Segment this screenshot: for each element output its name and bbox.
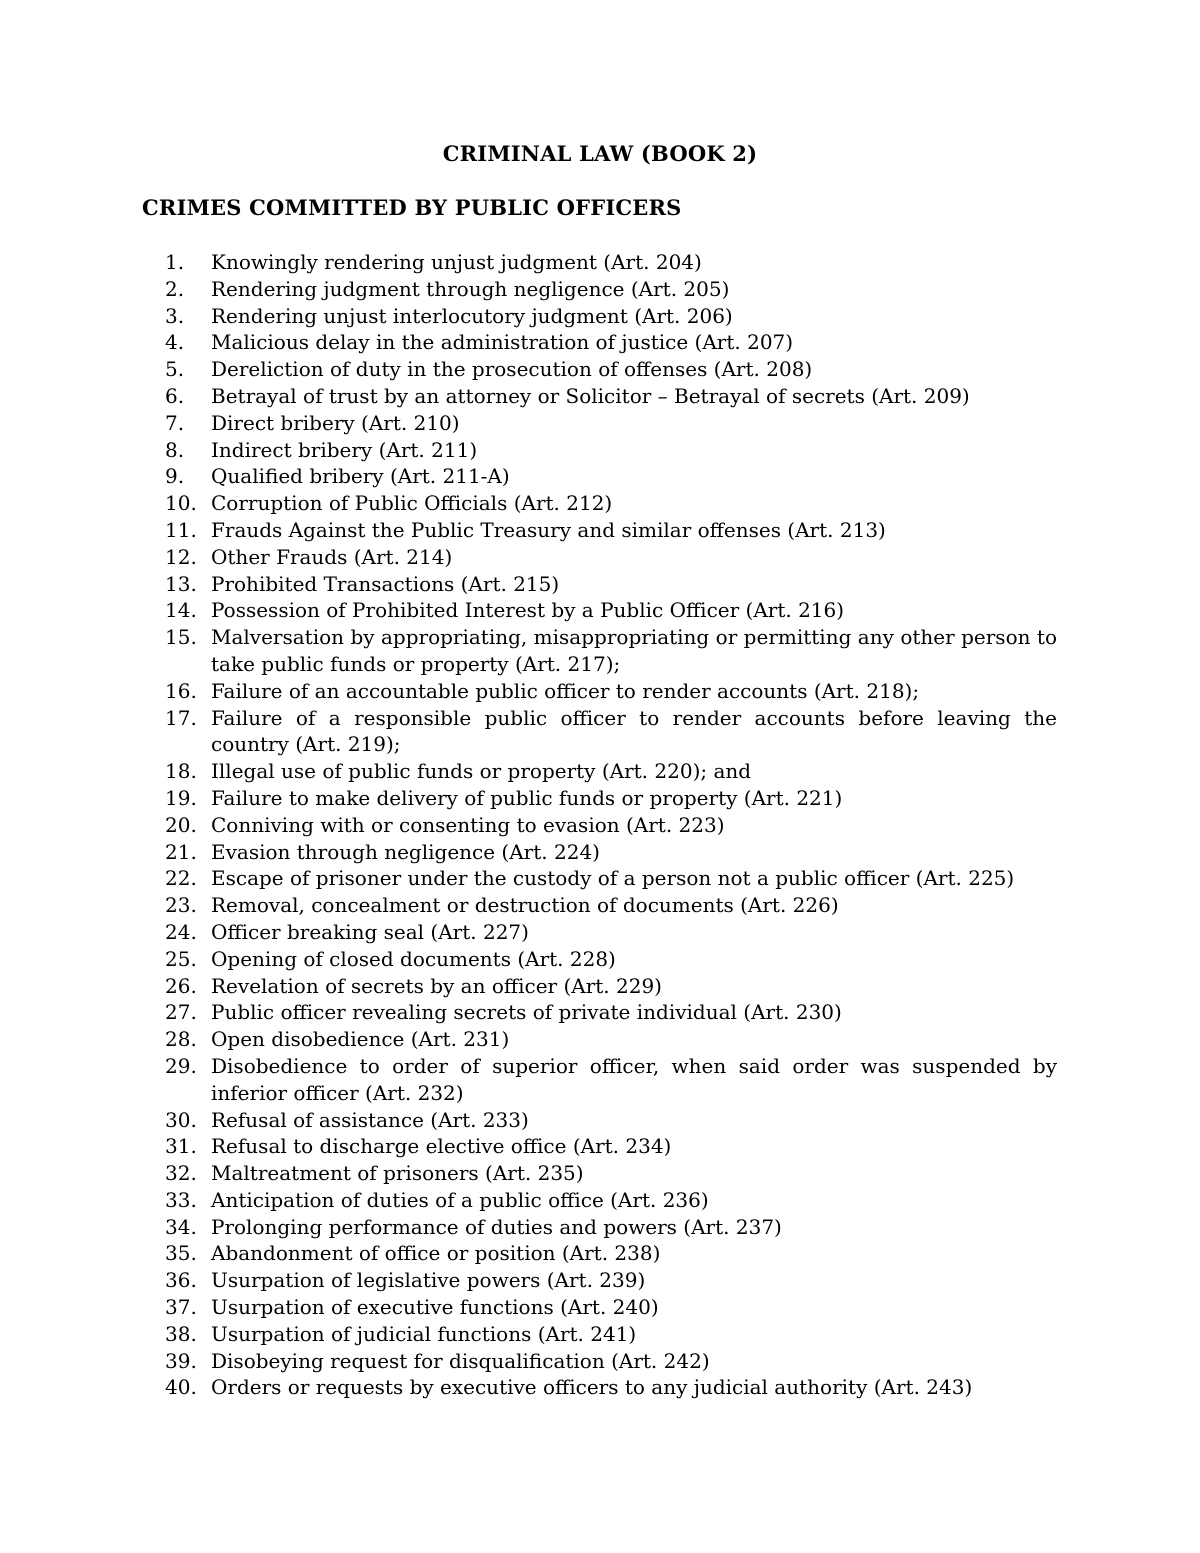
list-item-number: 29. xyxy=(165,1053,197,1078)
list-item-text: Failure of a responsible public officer to render accounts before leaving the country (Art. 219); xyxy=(211,705,1057,757)
list-item xyxy=(165,1374,1057,1401)
list-item-text: Corruption of Public Officials (Art. 212) xyxy=(211,491,613,516)
list-item xyxy=(165,785,1057,812)
list-item-number: 27. xyxy=(165,1000,197,1025)
list-item-number: 35. xyxy=(165,1241,197,1266)
list-item-text: Failure to make delivery of public funds or property (Art. 221) xyxy=(211,785,843,810)
list-item-number: 4. xyxy=(165,330,185,355)
list-item xyxy=(165,624,1057,678)
list-item-text: Orders or requests by executive officers to any judicial authority (Art. 243) xyxy=(211,1375,973,1400)
list-item xyxy=(165,517,1057,544)
list-item-text: Conniving with or consenting to evasion (Art. 223) xyxy=(211,812,725,837)
list-item-text: Other Frauds (Art. 214) xyxy=(211,544,453,569)
list-item-text: Refusal to discharge elective office (Art. 234) xyxy=(211,1134,672,1159)
list-item xyxy=(165,276,1057,303)
list-item-number: 30. xyxy=(165,1107,197,1132)
list-item-text: Abandonment of office or position (Art. 238) xyxy=(211,1241,661,1266)
list-item-number: 32. xyxy=(165,1161,197,1186)
list-item-text: Escape of prisoner under the custody of a person not a public officer (Art. 225) xyxy=(211,866,1015,891)
list-item xyxy=(165,999,1057,1026)
list-item-number: 9. xyxy=(165,464,185,489)
list-item xyxy=(165,1107,1057,1134)
list-item-text: Refusal of assistance (Art. 233) xyxy=(211,1107,529,1132)
list-item-number: 3. xyxy=(165,303,185,328)
list-item-text: Qualified bribery (Art. 211-A) xyxy=(211,464,510,489)
list-item xyxy=(165,544,1057,571)
list-item xyxy=(165,329,1057,356)
list-item-number: 36. xyxy=(165,1268,197,1293)
list-item xyxy=(165,1026,1057,1053)
list-item-number: 18. xyxy=(165,759,197,784)
list-item-number: 1. xyxy=(165,250,185,274)
list-item xyxy=(165,865,1057,892)
list-item-number: 17. xyxy=(165,705,197,730)
list-item xyxy=(165,946,1057,973)
list-item-number: 22. xyxy=(165,866,197,891)
list-item xyxy=(165,812,1057,839)
document-title: CRIMINAL LAW (BOOK 2) xyxy=(442,141,758,166)
list-item-text: Malversation by appropriating, misappropriating or permitting any other person to take public funds or property (Art. 217); xyxy=(211,625,1057,676)
list-item xyxy=(165,463,1057,490)
section-heading: CRIMES COMMITTED BY PUBLIC OFFICERS xyxy=(142,195,682,220)
list-item-number: 5. xyxy=(165,357,185,382)
list-item-number: 19. xyxy=(165,785,197,810)
list-item-text: Malicious delay in the administration of justice (Art. 207) xyxy=(211,330,794,355)
list-item xyxy=(165,597,1057,624)
list-item-text: Usurpation of judicial functions (Art. 241) xyxy=(211,1321,637,1346)
list-item-number: 11. xyxy=(165,517,197,542)
list-item-number: 31. xyxy=(165,1134,197,1159)
list-item-number: 34. xyxy=(165,1214,197,1239)
list-item-text: Officer breaking seal (Art. 227) xyxy=(211,919,529,944)
list-item-number: 38. xyxy=(165,1321,197,1346)
list-item xyxy=(165,249,1057,276)
list-item-text: Dereliction of duty in the prosecution of offenses (Art. 208) xyxy=(211,357,813,382)
list-item-number: 16. xyxy=(165,678,197,703)
list-item-number: 13. xyxy=(165,571,197,596)
list-item-text: Direct bribery (Art. 210) xyxy=(211,410,460,435)
list-item-text: Illegal use of public funds or property (Art. 220); and xyxy=(211,759,752,784)
list-item-text: Usurpation of legislative powers (Art. 239) xyxy=(211,1268,646,1293)
list-item-text: Disobeying request for disqualification (Art. 242) xyxy=(211,1348,710,1373)
list-item xyxy=(165,303,1057,330)
list-item xyxy=(165,1267,1057,1294)
list-item-text: Open disobedience (Art. 231) xyxy=(211,1027,510,1052)
list-item xyxy=(165,356,1057,383)
list-item-text: Maltreatment of prisoners (Art. 235) xyxy=(211,1161,584,1186)
list-item-number: 23. xyxy=(165,893,197,918)
list-item-number: 21. xyxy=(165,839,197,864)
list-item xyxy=(165,571,1057,598)
list-item-number: 28. xyxy=(165,1027,197,1052)
list-item xyxy=(165,1133,1057,1160)
list-item-text: Disobedience to order of superior officer, when said order was suspended by inferior officer (Art. 232) xyxy=(211,1053,1057,1105)
list-item-number: 33. xyxy=(165,1187,197,1212)
list-item-text: Possession of Prohibited Interest by a Public Officer (Art. 216) xyxy=(211,598,845,623)
list-item-number: 10. xyxy=(165,491,197,516)
list-item xyxy=(165,1214,1057,1241)
list-item xyxy=(165,410,1057,437)
list-item xyxy=(165,437,1057,464)
list-item xyxy=(165,839,1057,866)
list-item xyxy=(165,1053,1057,1107)
list-item xyxy=(165,919,1057,946)
list-item xyxy=(165,1160,1057,1187)
list-item-number: 40. xyxy=(165,1375,197,1400)
list-item-text: Frauds Against the Public Treasury and similar offenses (Art. 213) xyxy=(211,517,886,542)
list-item-text: Prohibited Transactions (Art. 215) xyxy=(211,571,560,596)
list-item-number: 39. xyxy=(165,1348,197,1373)
list-item xyxy=(165,705,1057,759)
list-item-number: 37. xyxy=(165,1295,197,1320)
list-item-number: 15. xyxy=(165,625,197,650)
crimes-list xyxy=(165,249,1057,1401)
list-item xyxy=(165,383,1057,410)
list-item-text: Evasion through negligence (Art. 224) xyxy=(211,839,600,864)
list-item-text: Usurpation of executive functions (Art. 240) xyxy=(211,1295,659,1320)
list-item-text: Anticipation of duties of a public office (Art. 236) xyxy=(211,1187,709,1212)
list-item xyxy=(165,892,1057,919)
list-item xyxy=(165,1321,1057,1348)
list-item-number: 26. xyxy=(165,973,197,998)
list-item xyxy=(165,1187,1057,1214)
list-item xyxy=(165,758,1057,785)
list-item-text: Public officer revealing secrets of private individual (Art. 230) xyxy=(211,1000,842,1025)
list-item-text: Removal, concealment or destruction of documents (Art. 226) xyxy=(211,893,839,918)
list-item-number: 14. xyxy=(165,598,197,623)
list-item xyxy=(165,1240,1057,1267)
list-item-text: Indirect bribery (Art. 211) xyxy=(211,437,478,462)
list-item-text: Opening of closed documents (Art. 228) xyxy=(211,946,616,971)
list-item-text: Knowingly rendering unjust judgment (Art. 204) xyxy=(211,250,702,274)
list-item-text: Betrayal of trust by an attorney or Solicitor – Betrayal of secrets (Art. 209) xyxy=(211,383,970,408)
list-item xyxy=(165,678,1057,705)
list-item xyxy=(165,490,1057,517)
list-item-number: 12. xyxy=(165,544,197,569)
list-item xyxy=(165,1348,1057,1375)
list-item-number: 24. xyxy=(165,919,197,944)
list-item-text: Revelation of secrets by an officer (Art. 229) xyxy=(211,973,662,998)
list-item-text: Rendering unjust interlocutory judgment (Art. 206) xyxy=(211,303,733,328)
list-item-number: 2. xyxy=(165,276,185,301)
list-item-text: Failure of an accountable public officer to render accounts (Art. 218); xyxy=(211,678,920,703)
list-item-number: 7. xyxy=(165,410,185,435)
list-item xyxy=(165,1294,1057,1321)
list-item-text: Rendering judgment through negligence (Art. 205) xyxy=(211,276,730,301)
list-item-number: 25. xyxy=(165,946,197,971)
list-item-text: Prolonging performance of duties and powers (Art. 237) xyxy=(211,1214,782,1239)
list-item-number: 20. xyxy=(165,812,197,837)
list-item-number: 6. xyxy=(165,383,185,408)
list-item xyxy=(165,973,1057,1000)
list-item-number: 8. xyxy=(165,437,185,462)
